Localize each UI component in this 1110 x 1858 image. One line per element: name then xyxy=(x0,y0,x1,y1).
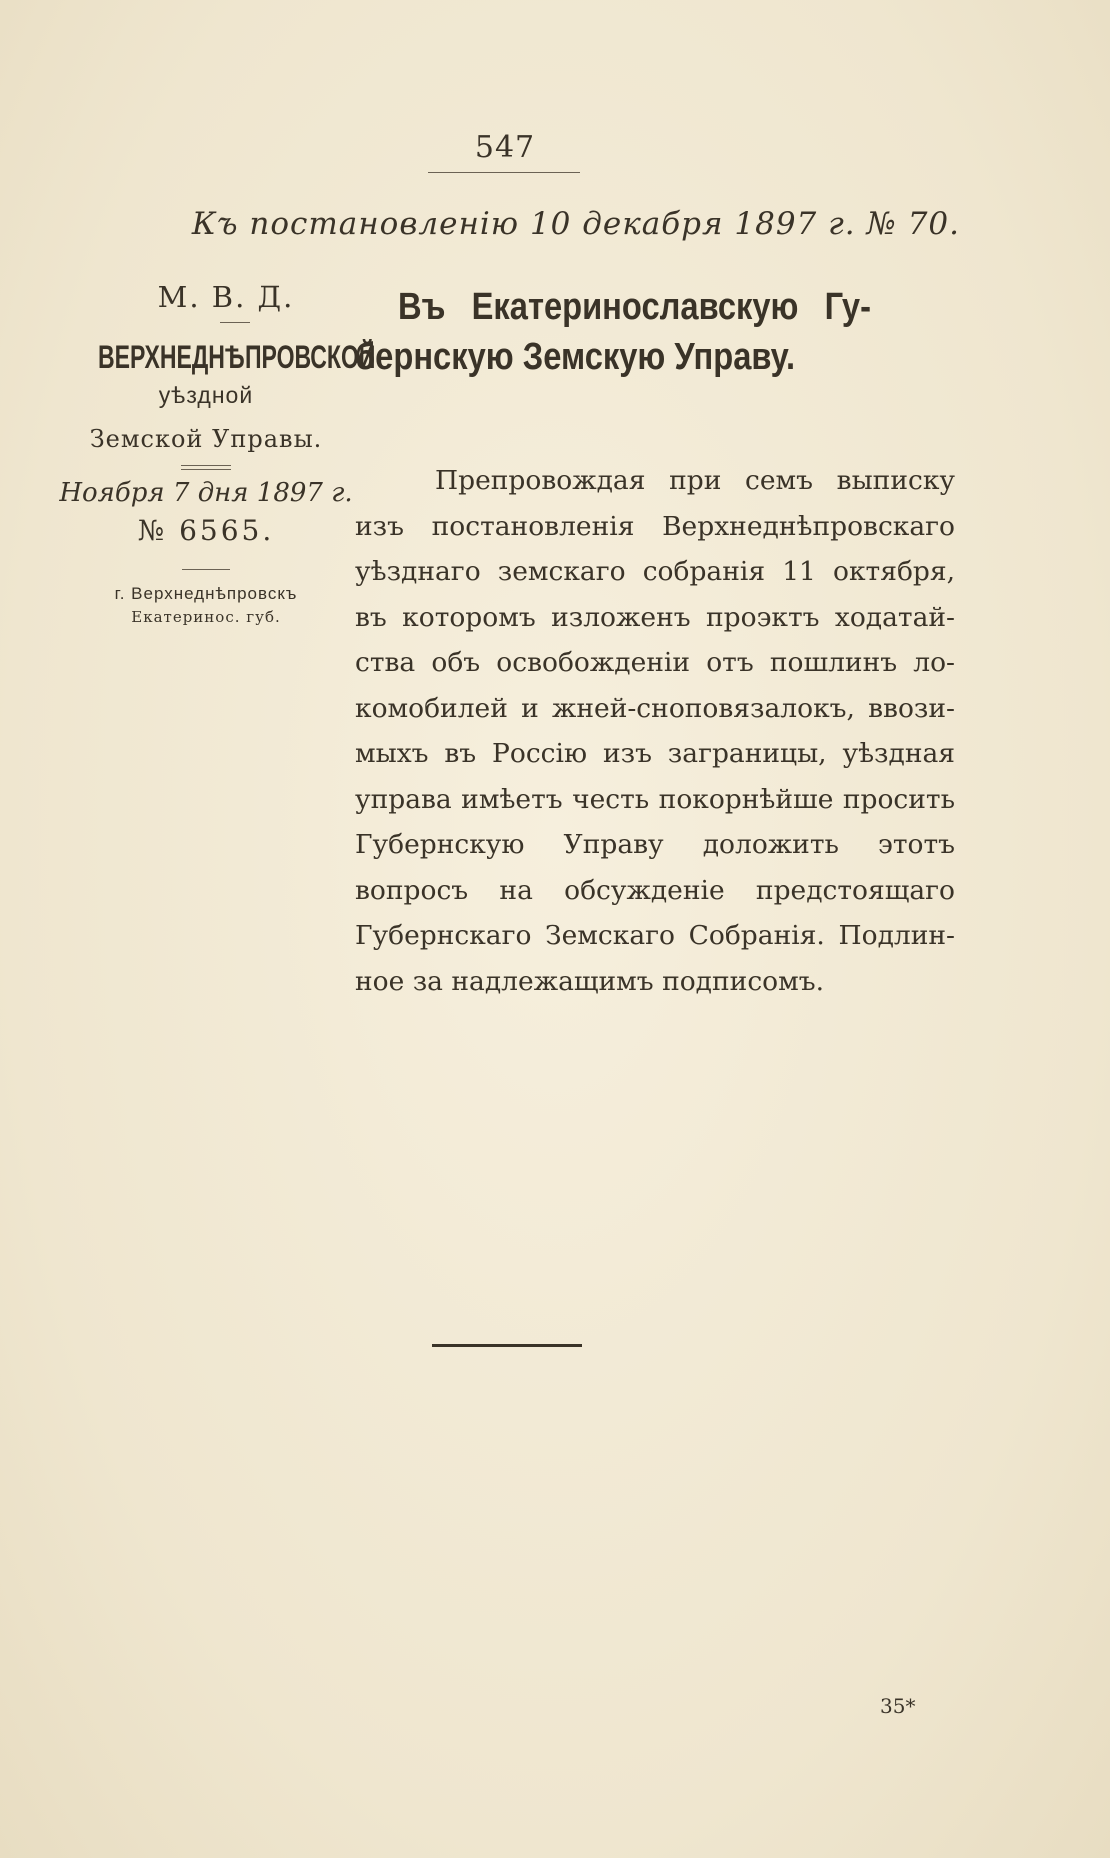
end-rule xyxy=(432,1344,582,1347)
town-label: г. Верхнеднѣпровскъ xyxy=(114,584,298,603)
body-line: вопросъ на обсужденіе предстоящаго xyxy=(355,874,955,906)
divider xyxy=(182,569,230,570)
double-divider xyxy=(181,465,231,470)
body-line: мыхъ въ Россію изъ заграницы, уѣздная xyxy=(355,738,955,769)
body-line: управа имѣетъ честь покорнѣйше просить xyxy=(355,783,955,815)
addressee-heading xyxy=(355,282,871,382)
ministry-label: М. В. Д. xyxy=(157,280,295,314)
sender-block xyxy=(56,280,376,626)
page-number-rule xyxy=(428,172,580,173)
body-line: Препровождая при семъ выписку xyxy=(435,465,955,496)
page-number: 547 xyxy=(474,130,536,165)
district-label: уѣздной xyxy=(158,382,254,408)
body-line: комобилей и жней-сноповязалокъ, ввози- xyxy=(355,692,955,724)
body-line: Губернскую Управу доложить этотъ xyxy=(355,829,955,860)
letter-date: Ноября 7 дня 1897 г. xyxy=(59,478,353,508)
letter-number: № 6565. xyxy=(137,514,275,547)
resolution-reference: Къ постановленію 10 декабря 1897 г. № 70. xyxy=(191,206,960,242)
body-line: изъ постановленія Верхнеднѣпровскаго xyxy=(355,510,955,542)
council-label: Земской Управы. xyxy=(89,425,323,453)
body-line: ства объ освобожденіи отъ пошлинъ ло- xyxy=(355,647,955,678)
addressee-line: бернскую Земскую Управу. xyxy=(355,336,796,378)
body-line: ное за надлежащимъ подписомъ. xyxy=(355,965,825,997)
office-name: ВЕРХНЕДНѢПРОВСКОЙ xyxy=(97,339,376,375)
addressee-line: Въ Екатеринославскую Гу- xyxy=(398,286,871,328)
signature-mark: 35* xyxy=(880,1694,916,1718)
body-line: уѣзднаго земскаго собранія 11 октября, xyxy=(355,556,955,587)
province-label: Екатеринос. губ. xyxy=(131,608,281,626)
divider xyxy=(220,322,250,323)
body-line: въ которомъ изложенъ проэктъ ходатай- xyxy=(355,601,955,633)
letter-body xyxy=(355,458,955,1004)
body-line: Губернскаго Земскаго Собранія. Подлин- xyxy=(355,920,955,951)
